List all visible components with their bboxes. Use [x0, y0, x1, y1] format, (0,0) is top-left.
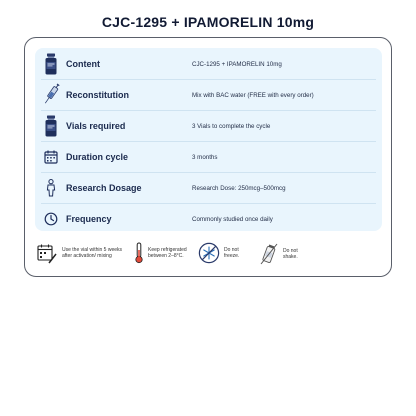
row-value: Commonly studied once daily — [192, 215, 273, 223]
person-icon — [41, 176, 61, 200]
row-label: Vials required — [66, 121, 126, 131]
storage-text-line2: shake. — [283, 254, 298, 260]
storage-text-line1: Do not — [283, 248, 298, 254]
page-title: CJC-1295 + IPAMORELIN 10mg — [101, 14, 315, 30]
info-row-content — [35, 49, 382, 79]
storage-item-no-shake — [259, 242, 298, 266]
storage-item-use-within — [37, 242, 122, 264]
row-label: Research Dosage — [66, 183, 142, 193]
calendar-syringe-icon — [37, 242, 57, 264]
info-row-research-dosage — [35, 173, 382, 203]
storage-text-line2: freeze. — [224, 253, 240, 259]
row-label: Duration cycle — [66, 152, 129, 162]
clock-icon — [41, 207, 61, 231]
info-row-duration-cycle — [35, 142, 382, 172]
no-shake-icon — [259, 242, 279, 266]
row-value: 3 months — [192, 153, 218, 161]
storage-text-line1: Use the vial within 5 weeks — [62, 247, 123, 253]
vial-icon — [41, 52, 61, 76]
info-row-reconstitution — [35, 80, 382, 110]
storage-text-line2: between 2–8°C. — [148, 253, 184, 259]
info-row-vials-required — [35, 111, 382, 141]
storage-text-line2: after activation/ mixing — [62, 253, 112, 259]
row-label: Reconstitution — [66, 90, 129, 100]
syringe-icon — [41, 83, 61, 107]
storage-text-line1: Do not — [224, 247, 239, 253]
row-value: Research Dose: 250mcg–500mcg — [192, 184, 286, 192]
row-value: 3 Vials to complete the cycle — [192, 122, 271, 130]
product-info-card — [24, 37, 392, 277]
storage-item-refrigerate — [134, 242, 187, 264]
storage-item-no-freeze — [198, 242, 239, 264]
storage-text-line1: Keep refrigerated — [148, 247, 187, 253]
info-table — [35, 48, 382, 231]
row-value: Mix with BAC water (FREE with every order) — [192, 91, 314, 99]
snowflake-icon — [198, 242, 220, 264]
info-row-frequency — [35, 204, 382, 231]
row-label: Content — [66, 59, 100, 69]
thermometer-icon — [134, 242, 144, 264]
row-label: Frequency — [66, 214, 112, 224]
storage-instructions — [35, 240, 382, 270]
vial-icon — [41, 114, 61, 138]
calendar-icon — [41, 145, 61, 169]
row-value: CJC-1295 + IPAMORELIN 10mg — [192, 60, 282, 68]
